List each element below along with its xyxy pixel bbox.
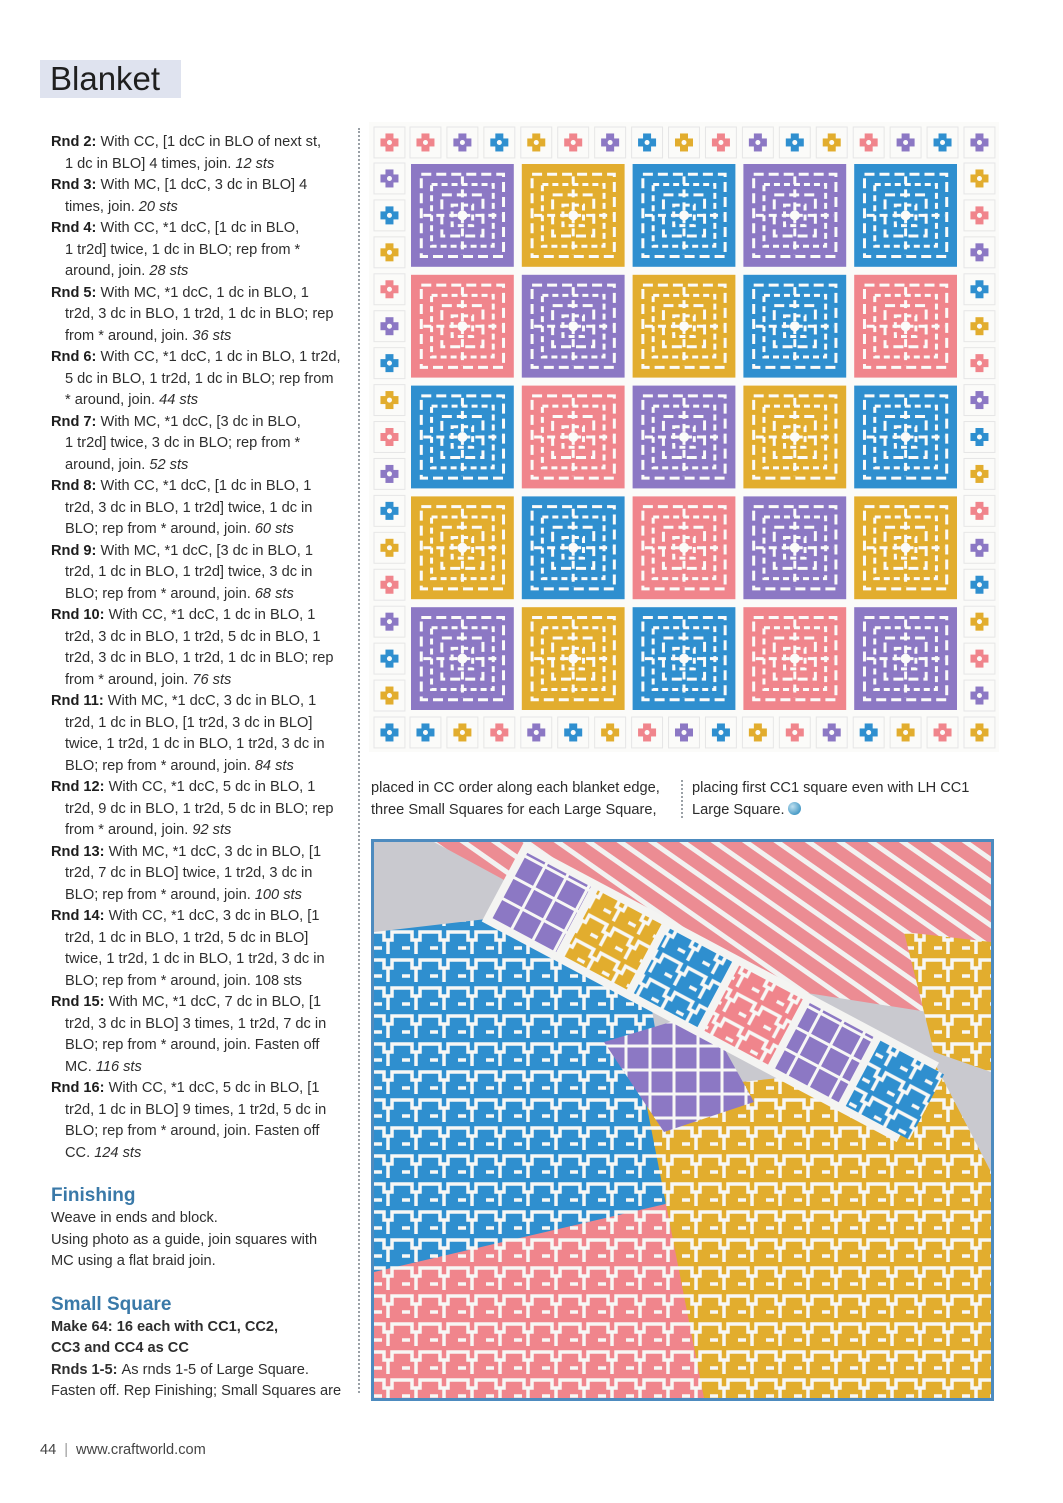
stitch-count: 36 sts: [188, 327, 232, 344]
footer-separator: |: [64, 1442, 69, 1458]
finishing-line: Using photo as a guide, join squares with: [51, 1231, 318, 1248]
stitch-count: 116 sts: [91, 1058, 142, 1075]
caption-line: placed in CC order along each blanket edge,: [371, 780, 660, 796]
small-square-line: Rnds 1-5: As rnds 1-5 of Large Square.: [51, 1361, 309, 1378]
round-item: [51, 283, 351, 348]
stitch-count: 44 sts: [155, 392, 199, 408]
round-line: from * around, join. 36 sts: [65, 327, 232, 344]
small-square-dot: [387, 471, 392, 476]
round-line: tr2d, 1 dc in BLO, [1 tr2d, 3 dc in BLO]: [65, 714, 313, 731]
small-square-dot: [718, 140, 723, 145]
mosaic-center: [901, 210, 911, 220]
round-line: twice, 1 tr2d, 1 dc in BLO, 1 tr2d, 3 dc in: [65, 951, 325, 967]
mosaic-center: [901, 432, 911, 442]
small-square-dot: [645, 730, 650, 735]
round-line: tr2d, 3 dc in BLO] 3 times, 1 tr2d, 7 dc in: [65, 1015, 327, 1032]
round-line: BLO; rep from * around, join. 60 sts: [65, 521, 294, 537]
mosaic-center: [679, 654, 689, 664]
small-square-dot: [571, 140, 576, 145]
round-label: Rnd 5:: [51, 284, 101, 301]
caption-left: [371, 778, 676, 821]
round-line: from * around, join. 92 sts: [65, 822, 232, 838]
stitch-count: 60 sts: [250, 521, 294, 537]
round-line: tr2d, 3 dc in BLO, 1 tr2d, 1 dc in BLO; rep: [65, 306, 334, 322]
mosaic-center: [679, 543, 689, 553]
small-square-dot: [977, 619, 982, 624]
small-square-dot: [940, 730, 945, 735]
round-label: Rnd 15:: [51, 994, 109, 1010]
small-square-heading: Small Square: [51, 1293, 172, 1315]
round-item: [51, 476, 351, 541]
small-square-dot: [977, 471, 982, 476]
small-square-dot: [387, 176, 392, 181]
small-square-dot: [460, 140, 465, 145]
pattern-column: [51, 132, 351, 1403]
blanket-closeup-photo: [371, 839, 994, 1401]
page-title: Blanket: [50, 60, 161, 97]
mosaic-center: [790, 654, 800, 664]
round-line: times, join. 20 sts: [65, 198, 178, 215]
round-item: [51, 842, 351, 907]
round-line: Rnd 13: With MC, *1 dcC, 3 dc in BLO, [1: [51, 843, 322, 860]
mosaic-center: [679, 210, 689, 220]
round-label: Rnd 9:: [51, 542, 101, 559]
small-square-dot: [940, 140, 945, 145]
round-line: BLO; rep from * around, join. 84 sts: [65, 757, 294, 774]
round-line: 5 dc in BLO, 1 tr2d, 1 dc in BLO; rep from: [65, 370, 334, 387]
small-square-dot: [903, 730, 908, 735]
round-label: Rnd 3:: [51, 177, 101, 193]
small-square-dot: [387, 213, 392, 218]
round-label: Rnd 7:: [51, 413, 101, 430]
finishing-line: MC using a flat braid join.: [51, 1253, 216, 1269]
small-square-dot: [387, 545, 392, 550]
mosaic-center: [790, 432, 800, 442]
round-item: [51, 347, 351, 412]
round-line: BLO; rep from * around, join. 100 sts: [65, 886, 302, 903]
small-square-dot: [977, 730, 982, 735]
mosaic-center: [568, 210, 578, 220]
footer-url: www.craftworld.com: [76, 1442, 206, 1458]
mosaic-center: [901, 654, 911, 664]
round-line: Rnd 2: With CC, [1 dcC in BLO of next st,: [51, 134, 322, 150]
blanket-flat-photo: [369, 122, 999, 752]
small-square-dot: [718, 730, 723, 735]
small-square-dot: [977, 324, 982, 329]
mosaic-center: [679, 432, 689, 442]
small-square-dot: [977, 176, 982, 181]
round-line: Rnd 16: With CC, *1 dcC, 5 dc in BLO, [1: [51, 1080, 320, 1096]
small-square-dot: [387, 287, 392, 292]
small-square-dot: [977, 693, 982, 698]
finishing-line: Weave in ends and block.: [51, 1210, 218, 1226]
round-line: tr2d, 1 dc in BLO, 1 tr2d] twice, 3 dc in: [65, 564, 313, 580]
round-label: Rnd 4:: [51, 220, 101, 236]
mosaic-center: [901, 321, 911, 331]
round-line: Rnd 4: With CC, *1 dcC, [1 dc in BLO,: [51, 220, 300, 236]
small-square-dot: [682, 140, 687, 145]
make-line: CC3 and CC4 as CC: [51, 1340, 189, 1356]
round-line: Rnd 3: With MC, [1 dcC, 3 dc in BLO] 4: [51, 177, 308, 193]
round-line: from * around, join. 76 sts: [65, 671, 232, 688]
column-divider: [358, 128, 360, 1393]
mosaic-center: [568, 321, 578, 331]
small-square-dot: [571, 730, 576, 735]
small-square-dot: [977, 545, 982, 550]
mosaic-center: [457, 321, 467, 331]
small-square-dot: [387, 435, 392, 440]
small-square-dot: [977, 656, 982, 661]
round-line: CC. 124 sts: [65, 1144, 142, 1161]
caption-line: three Small Squares for each Large Square,: [371, 801, 657, 818]
round-line: Rnd 10: With CC, *1 dcC, 1 dc in BLO, 1: [51, 607, 316, 623]
mosaic-center: [901, 543, 911, 553]
round-label: Rnd 6:: [51, 349, 101, 365]
round-label: Rnd 2:: [51, 134, 101, 150]
small-square-dot: [755, 140, 760, 145]
round-line: Rnd 7: With MC, *1 dcC, [3 dc in BLO,: [51, 413, 301, 430]
stitch-count: 20 sts: [134, 198, 178, 215]
round-line: 1 dc in BLO] 4 times, join. 12 sts: [65, 155, 275, 172]
round-line: MC. 116 sts: [65, 1058, 142, 1075]
small-square-text: [51, 1317, 351, 1403]
small-square-dot: [387, 619, 392, 624]
small-square-dot: [903, 140, 908, 145]
round-item: [51, 691, 351, 777]
small-square-dot: [387, 398, 392, 403]
small-square-dot: [387, 656, 392, 661]
round-item: [51, 605, 351, 691]
small-square-dot: [792, 730, 797, 735]
small-square-dot: [977, 435, 982, 440]
round-line: Rnd 15: With MC, *1 dcC, 7 dc in BLO, [1: [51, 994, 322, 1010]
page-footer: [40, 1442, 206, 1458]
mosaic-center: [457, 654, 467, 664]
caption-divider: [681, 780, 683, 818]
mosaic-center: [790, 543, 800, 553]
finishing-text: [51, 1208, 351, 1273]
small-square-dot: [977, 508, 982, 513]
small-square-dot: [387, 508, 392, 513]
round-line: Rnd 5: With MC, *1 dcC, 1 dc in BLO, 1: [51, 284, 309, 301]
small-square-dot: [387, 693, 392, 698]
small-square-dot: [755, 730, 760, 735]
round-line: tr2d, 3 dc in BLO, 1 tr2d, 5 dc in BLO, 1: [65, 628, 321, 645]
mosaic-center: [790, 321, 800, 331]
small-square-dot: [792, 140, 797, 145]
small-square-dot: [977, 398, 982, 403]
round-line: twice, 1 tr2d, 1 dc in BLO, 1 tr2d, 3 dc in: [65, 736, 325, 752]
round-line: tr2d, 1 dc in BLO, 1 tr2d, 5 dc in BLO]: [65, 929, 309, 946]
small-square-dot: [460, 730, 465, 735]
round-item: [51, 412, 351, 477]
mosaic-center: [457, 210, 467, 220]
small-square-line: Fasten off. Rep Finishing; Small Squares are: [51, 1383, 342, 1399]
round-item: [51, 992, 351, 1078]
mosaic-center: [568, 654, 578, 664]
mosaic-center: [679, 321, 689, 331]
small-square-dot: [977, 140, 982, 145]
round-line: tr2d, 7 dc in BLO] twice, 1 tr2d, 3 dc in: [65, 865, 313, 881]
small-square-dot: [387, 361, 392, 366]
stitch-count: 92 sts: [188, 822, 232, 838]
round-line: Rnd 14: With CC, *1 dcC, 3 dc in BLO, [1: [51, 908, 320, 924]
small-square-dot: [387, 324, 392, 329]
stitch-count: 12 sts: [231, 155, 275, 172]
mosaic-center: [457, 432, 467, 442]
round-line: BLO; rep from * around, join. 108 sts: [65, 972, 302, 989]
rnds-label: Rnds 1-5:: [51, 1361, 122, 1378]
small-square-dot: [977, 213, 982, 218]
stitch-count: 100 sts: [250, 886, 302, 903]
small-square-dot: [387, 730, 392, 735]
round-label: Rnd 8:: [51, 478, 101, 494]
round-line: 1 tr2d] twice, 3 dc in BLO; rep from *: [65, 435, 301, 451]
round-label: Rnd 14:: [51, 908, 109, 924]
small-square-dot: [866, 140, 871, 145]
round-item: [51, 906, 351, 992]
stitch-count: 124 sts: [90, 1144, 142, 1161]
finishing-heading: Finishing: [51, 1185, 136, 1206]
small-square-dot: [534, 140, 539, 145]
small-square-dot: [829, 730, 834, 735]
small-square-dot: [387, 140, 392, 145]
small-square-dot: [866, 730, 871, 735]
small-square-dot: [387, 250, 392, 255]
small-square-dot: [977, 361, 982, 366]
round-item: [51, 132, 351, 175]
small-square-dot: [608, 730, 613, 735]
small-square-dot: [497, 730, 502, 735]
mosaic-center: [568, 543, 578, 553]
round-item: [51, 1078, 351, 1164]
round-line: Rnd 11: With MC, *1 dcC, 3 dc in BLO, 1: [51, 693, 317, 709]
small-square-dot: [977, 287, 982, 292]
stitch-count: 28 sts: [145, 263, 189, 279]
round-line: tr2d, 1 dc in BLO] 9 times, 1 tr2d, 5 dc in: [65, 1101, 327, 1118]
caption-line: placing first CC1 square even with LH CC1: [692, 780, 970, 796]
stitch-count: 84 sts: [250, 757, 294, 774]
stitch-count: 76 sts: [188, 671, 232, 688]
stitch-count: 68 sts: [250, 585, 294, 602]
round-line: BLO; rep from * around, join. Fasten off: [65, 1123, 320, 1139]
small-square-dot: [608, 140, 613, 145]
round-label: Rnd 16:: [51, 1080, 109, 1096]
small-square-dot: [829, 140, 834, 145]
round-item: [51, 175, 351, 218]
mosaic-center: [568, 432, 578, 442]
round-label: Rnd 10:: [51, 607, 109, 623]
round-line: BLO; rep from * around, join. Fasten off: [65, 1037, 320, 1053]
small-square-dot: [497, 140, 502, 145]
round-line: around, join. 52 sts: [65, 456, 189, 473]
small-square-dot: [645, 140, 650, 145]
round-line: BLO; rep from * around, join. 68 sts: [65, 585, 294, 602]
round-line: Rnd 8: With CC, *1 dcC, [1 dc in BLO, 1: [51, 478, 312, 494]
rounds-list: [51, 132, 351, 1164]
round-item: [51, 777, 351, 842]
small-square-dot: [423, 730, 428, 735]
round-line: Rnd 9: With MC, *1 dcC, [3 dc in BLO, 1: [51, 542, 313, 559]
round-item: [51, 541, 351, 606]
mosaic-center: [457, 543, 467, 553]
round-line: tr2d, 3 dc in BLO, 1 tr2d, 1 dc in BLO; rep: [65, 650, 334, 666]
round-line: Rnd 6: With CC, *1 dcC, 1 dc in BLO, 1 tr2d,: [51, 349, 341, 365]
small-square-dot: [977, 250, 982, 255]
page-title-box: [40, 60, 181, 98]
round-line: around, join. 28 sts: [65, 263, 189, 279]
caption-right: [692, 778, 992, 821]
page-number: 44: [40, 1442, 57, 1458]
round-line: tr2d, 9 dc in BLO, 1 tr2d, 5 dc in BLO; rep: [65, 800, 334, 817]
make-line: Make 64: 16 each with CC1, CC2,: [51, 1318, 279, 1335]
round-line: Rnd 12: With CC, *1 dcC, 5 dc in BLO, 1: [51, 779, 316, 795]
small-square-dot: [534, 730, 539, 735]
small-square-dot: [682, 730, 687, 735]
round-line: 1 tr2d] twice, 1 dc in BLO; rep from *: [65, 241, 301, 258]
small-square-dot: [423, 140, 428, 145]
caption-line: Large Square.: [692, 800, 992, 822]
round-label: Rnd 12:: [51, 779, 109, 795]
round-item: [51, 218, 351, 283]
round-line: * around, join. 44 sts: [65, 392, 199, 408]
small-square-dot: [977, 582, 982, 587]
yarn-ball-icon: [788, 802, 801, 815]
stitch-count: 52 sts: [145, 456, 189, 473]
round-label: Rnd 11:: [51, 693, 108, 709]
round-label: Rnd 13:: [51, 843, 109, 860]
mosaic-center: [790, 210, 800, 220]
small-square-dot: [387, 582, 392, 587]
round-line: tr2d, 3 dc in BLO, 1 tr2d] twice, 1 dc in: [65, 499, 313, 516]
